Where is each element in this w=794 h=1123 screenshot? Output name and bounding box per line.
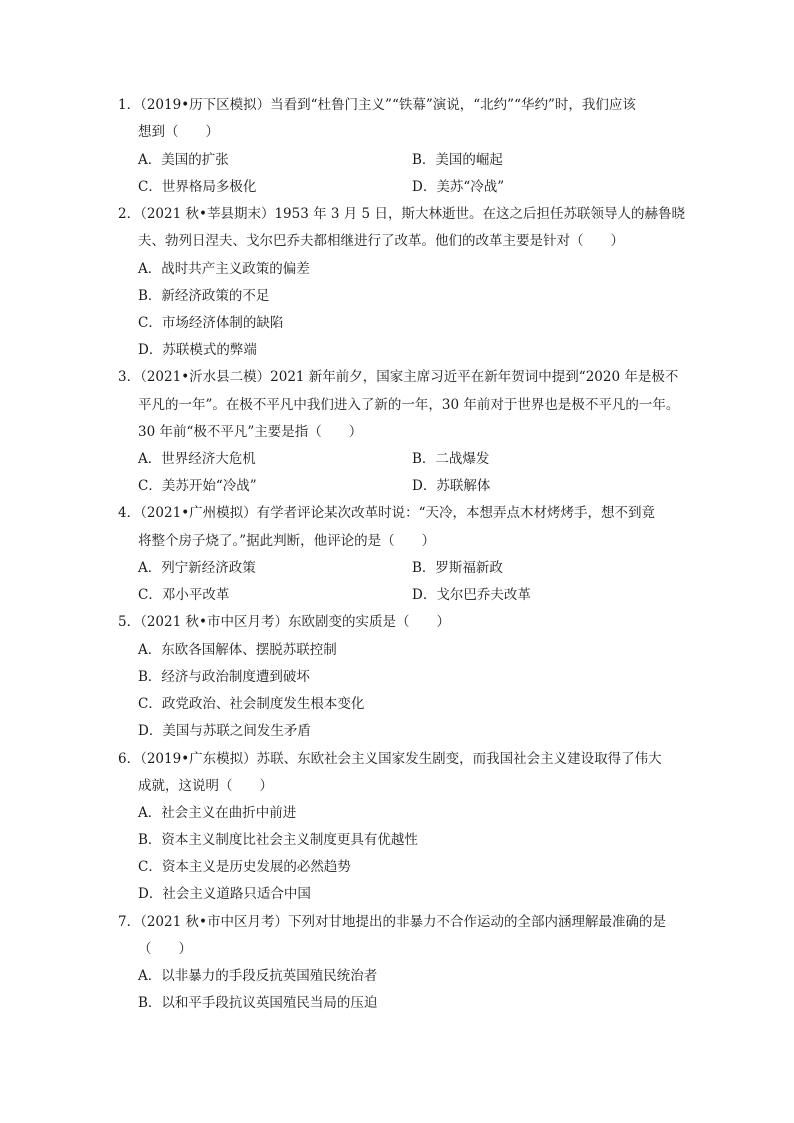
- question-1-option-a[interactable]: A．美国的扩张: [138, 152, 229, 168]
- question-2-option-c[interactable]: C．市场经济体制的缺陷: [138, 315, 284, 331]
- question-6-option-a[interactable]: A．社会主义在曲折中前进: [138, 805, 297, 821]
- question-2-stem-line-2: 夫、勃列日涅夫、戈尔巴乔夫都相继进行了改革。他们的改革主要是针对（ ）: [138, 233, 624, 249]
- question-2-stem-line-1: 2．（2021 秋•莘县期末）1953 年 3 月 5 日，斯大林逝世。在这之后担任苏联领导人的赫鲁晓: [118, 206, 685, 222]
- question-5-option-c[interactable]: C．政党政治、社会制度发生根本变化: [138, 696, 365, 712]
- question-4-option-a[interactable]: A．列宁新经济政策: [138, 560, 256, 576]
- question-5-option-b[interactable]: B．经济与政治制度遭到破坏: [138, 669, 310, 685]
- question-6-option-c[interactable]: C．资本主义是历史发展的必然趋势: [138, 859, 351, 875]
- question-3-stem-line-3: 30 年前“极不平凡”主要是指（ ）: [138, 424, 363, 440]
- question-4-option-c[interactable]: C．邓小平改革: [138, 587, 230, 603]
- question-6-stem-line-1: 6．（2019•广东模拟）苏联、东欧社会主义国家发生剧变，而我国社会主义建设取得了伟大: [118, 751, 662, 767]
- question-3-option-b[interactable]: B．二战爆发: [412, 451, 490, 467]
- question-1-stem-line-1: 1．（2019•历下区模拟）当看到“杜鲁门主义”“铁幕”演说，“北约”“华约”时，我们应该: [118, 97, 636, 113]
- question-6-stem-line-2: 成就，这说明（ ）: [138, 778, 273, 794]
- question-4-stem-line-2: 将整个房子烧了。”据此判断，他评论的是（ ）: [138, 533, 436, 549]
- question-7-stem-line-1: 7．（2021 秋•市中区月考）下列对甘地提出的非暴力不合作运动的全部内涵理解最准确的是: [118, 914, 666, 930]
- question-3-option-c[interactable]: C．美苏开始“冷战”: [138, 478, 257, 494]
- question-4-option-d[interactable]: D．戈尔巴乔夫改革: [412, 587, 531, 603]
- question-5-stem-line-1: 5．（2021 秋•市中区月考）东欧剧变的实质是（ ）: [118, 614, 450, 630]
- question-7-option-b[interactable]: B．以和平手段抗议英国殖民当局的压迫: [138, 995, 378, 1011]
- question-2-option-d[interactable]: D．苏联模式的弊端: [138, 342, 257, 358]
- question-6-option-d[interactable]: D．社会主义道路只适合中国: [138, 886, 311, 902]
- question-4-option-b[interactable]: B．罗斯福新政: [412, 560, 503, 576]
- question-1-option-b[interactable]: B．美国的崛起: [412, 152, 503, 168]
- question-3-option-a[interactable]: A．世界经济大危机: [138, 451, 256, 467]
- question-2-option-b[interactable]: B．新经济政策的不足: [138, 288, 270, 304]
- question-3-stem-line-2: 平凡的一年”。在极不平凡中我们进入了新的一年，30 年前对于世界也是极不平凡的一年。: [138, 397, 680, 413]
- question-3-stem-line-1: 3．（2021•沂水县二模）2021 新年前夕，国家主席习近平在新年贺词中提到“2020 年是极不: [118, 369, 679, 385]
- question-5-option-d[interactable]: D．美国与苏联之间发生矛盾: [138, 723, 311, 739]
- question-4-stem-line-1: 4．（2021•广州模拟）有学者评论某次改革时说：“天冷，本想弄点木材烤烤手，想不到竟: [118, 505, 656, 521]
- question-1-stem-line-2: 想到（ ）: [138, 124, 219, 140]
- question-1-option-c[interactable]: C．世界格局多极化: [138, 179, 257, 195]
- question-5-option-a[interactable]: A．东欧各国解体、摆脱苏联控制: [138, 642, 337, 658]
- question-7-stem-line-2: （ ）: [138, 941, 192, 957]
- question-1-option-d[interactable]: D．美苏“冷战”: [412, 179, 505, 195]
- question-7-option-a[interactable]: A．以非暴力的手段反抗英国殖民统治者: [138, 968, 378, 984]
- question-3-option-d[interactable]: D．苏联解体: [412, 478, 491, 494]
- question-2-option-a[interactable]: A．战时共产主义政策的偏差: [138, 261, 310, 277]
- question-6-option-b[interactable]: B．资本主义制度比社会主义制度更具有优越性: [138, 832, 418, 848]
